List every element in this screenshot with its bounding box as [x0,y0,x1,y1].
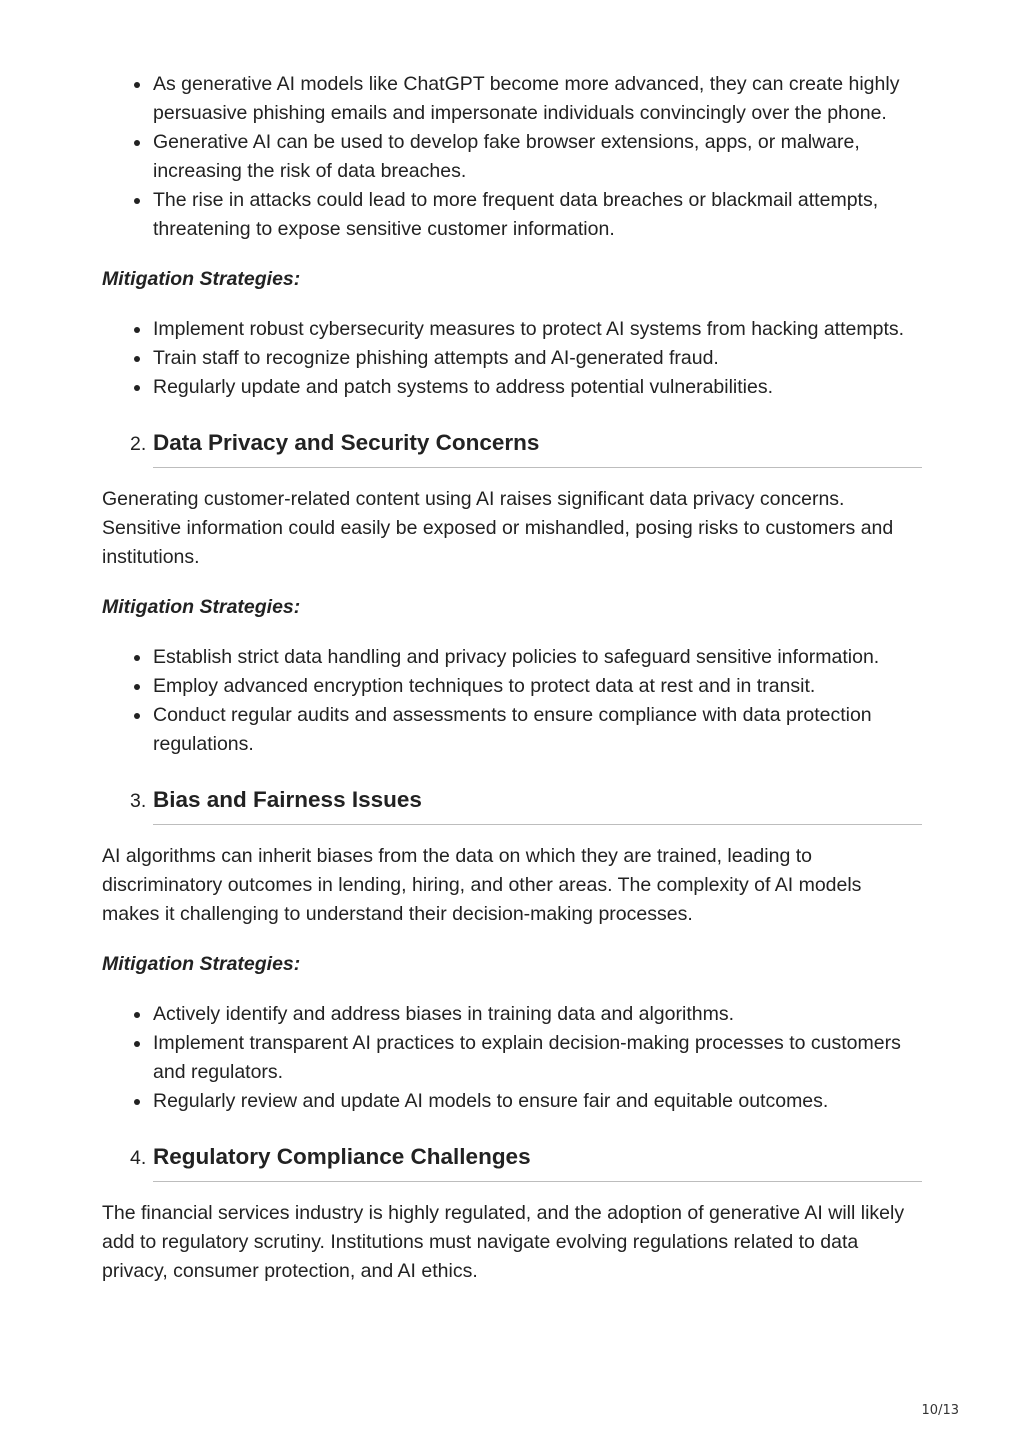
mitigation-list [102,315,922,402]
list-item: As generative AI models like ChatGPT become more advanced, they can create highly persuasive phishing emails and impersonate individuals convincingly over the phone. [153,70,922,128]
list-item: Employ advanced encryption techniques to protect data at rest and in transit. [153,672,922,701]
list-item: Regularly review and update AI models to ensure fair and equitable outcomes. [153,1087,922,1116]
list-item: Implement transparent AI practices to explain decision-making processes to customers and regulators. [153,1029,922,1087]
section-number: 2. [130,433,147,455]
section-title: Regulatory Compliance Challenges [153,1141,922,1182]
section-number: 4. [130,1147,147,1169]
list-item: Actively identify and address biases in training data and algorithms. [153,1000,922,1029]
list-item: Regularly update and patch systems to address potential vulnerabilities. [153,373,922,402]
list-item: Train staff to recognize phishing attempts and AI-generated fraud. [153,344,922,373]
section-heading-data-privacy [102,427,922,468]
section-title: Bias and Fairness Issues [153,784,922,825]
section-heading-regulatory-compliance [102,1141,922,1182]
intro-bullet-list [102,70,922,244]
list-item: Generative AI can be used to develop fake browser extensions, apps, or malware, increasing the risk of data breaches. [153,128,922,186]
section-paragraph: Generating customer-related content using AI raises significant data privacy concerns. Sensitive information could easily be exposed or mishandled, posing risks to customers and institutions. [102,488,894,568]
section-paragraph: AI algorithms can inherit biases from the data on which they are trained, leading to discriminatory outcomes in lending, hiring, and other areas. The complexity of AI models makes it challenging to understand their decision-making processes. [102,845,862,925]
list-item: Implement robust cybersecurity measures to protect AI systems from hacking attempts. [153,315,922,344]
page-number: 10/13 [921,1403,959,1418]
mitigation-list [102,1000,922,1116]
document-page [102,70,922,1286]
list-item: Conduct regular audits and assessments to ensure compliance with data protection regulations. [153,701,922,759]
section-paragraph: The financial services industry is highly regulated, and the adoption of generative AI will likely add to regulatory scrutiny. Institutions must navigate evolving regulations related to data privacy, consumer protection, and AI ethics. [102,1202,905,1282]
section-number: 3. [130,790,147,812]
mitigation-heading: Mitigation Strategies: [102,268,301,290]
section-title: Data Privacy and Security Concerns [153,427,922,468]
mitigation-heading: Mitigation Strategies: [102,953,301,975]
section-heading-bias-fairness [102,784,922,825]
mitigation-heading: Mitigation Strategies: [102,596,301,618]
list-item: Establish strict data handling and privacy policies to safeguard sensitive information. [153,643,922,672]
list-item: The rise in attacks could lead to more frequent data breaches or blackmail attempts, threatening to expose sensitive customer information. [153,186,922,244]
mitigation-list [102,643,922,759]
